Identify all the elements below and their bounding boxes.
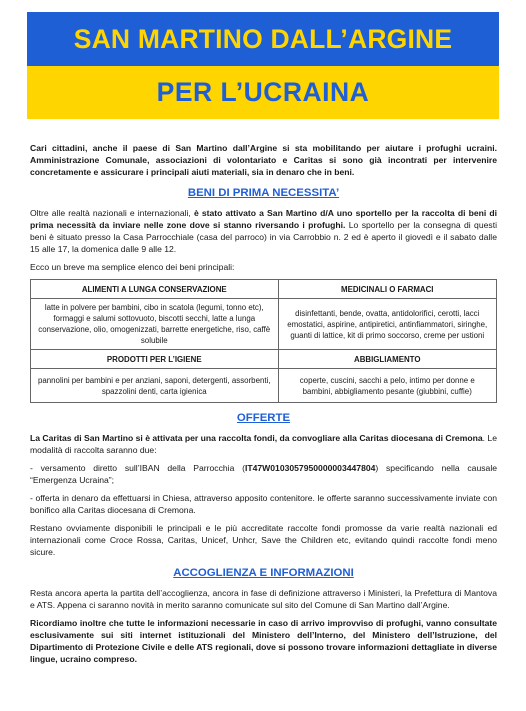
offerte-p2-part-a: - versamento diretto sull’IBAN della Parrocchia ( (30, 463, 245, 473)
iban-value: IT47W0103057950000003447804 (244, 463, 376, 473)
table-header-alimenti: ALIMENTI A LUNGA CONSERVAZIONE (31, 280, 279, 299)
beni-paragraph-2: Ecco un breve ma semplice elenco dei beni principali: (30, 262, 235, 272)
banner-bottom-stripe (27, 66, 499, 119)
accoglienza-paragraph-2: Ricordiamo inoltre che tutte le informazioni necessarie in caso di arrivo improvviso di profughi, vanno consultate esclusivamente sui siti internet istituzionali del Ministero dell’Interno, del Ministero dell’Istruzione, del Dipartimento di Protezione Civile e delle ATS regionali, dove si possono trovare informazioni dettagliate in diverse lingue, ucraino compreso. (30, 618, 497, 664)
offerte-paragraph-2 (30, 462, 497, 486)
table-cell-medicinali: disinfettanti, bende, ovatta, antidolorifici, cerotti, lacci emostatici, aspirine, antipiretici, antinfiammatori, siringhe, guanti di lattice, kit di primo soccorso, creme per ustioni (278, 299, 497, 350)
offerte-paragraph-3: - offerta in denaro da effettuarsi in Chiesa, attraverso apposito contenitore. le offerte saranno successivamente inviate con bonifico alla Caritas diocesana di Cremona. (30, 493, 497, 515)
offerte-paragraph-4: Restano ovviamente disponibili le principali e le più accreditate raccolte fondi promosse da varie realtà nazionali ed internazionali come Croce Rossa, Caritas, Unicef, Unhcr, Save the Children etc, evitando quindi raccolte fondi meno sicure. (30, 523, 497, 557)
offerte-paragraph-1 (30, 432, 497, 456)
heading-beni: BENI DI PRIMA NECESSITA’ (187, 187, 340, 199)
table-header-abbigliamento: ABBIGLIAMENTO (278, 350, 497, 369)
offerte-p1-part-b: . Le modalità di raccolta saranno due: (30, 433, 497, 455)
document-body (30, 142, 497, 671)
intro-paragraph: Cari cittadini, anche il paese di San Martino dall’Argine si sta mobilitando per aiutare i profughi ucraini. Amministrazione Comunale, associazioni di volontariato e Caritas si sono già incontrati per intervenire concretamente e assicurare i principali aiuti materiali, sia in denaro che in beni. (30, 143, 497, 177)
beni-p1-part-a: Oltre alle realtà nazionali e internazionali, (30, 208, 191, 218)
beni-p1-part-c: Lo sportello per la consegna di questi beni è situato presso la Casa Parrocchiale (casa del parroco) in via Carrobbio n. 2 ed è aperto il giovedì e il sabato dalle 15 alle 17, la domenica dalle 9 alle 12. (30, 220, 497, 254)
table-cell-abbigliamento: coperte, cuscini, sacchi a pelo, intimo per donne e bambini, abbigliamento pesante (giubbini, cuffie) (278, 369, 497, 403)
table-cell-alimenti: latte in polvere per bambini, cibo in scatola (legumi, tonno etc), formaggi e salumi sottovuoto, biscotti secchi, latte a lunga conservazione, olio, omogenizzati, barrette energetiche, riso, caffè solubile (31, 299, 279, 350)
offerte-p1-part-a: La Caritas di San Martino si è attivata per una raccolta fondi, da convogliare alla Caritas diocesana di Cremona (30, 433, 483, 443)
banner-top-stripe (27, 12, 499, 66)
accoglienza-paragraph-1: Resta ancora aperta la partita dell’accoglienza, ancora in fase di definizione attraverso i Ministeri, la Prefettura di Mantova e ATS. Appena ci saranno novità in merito saranno comunicate sul sito del Comune di San Martino dall’Argine. (30, 588, 497, 610)
heading-offerte: OFFERTE (236, 412, 291, 424)
table-cell-igiene: pannolini per bambini e per anziani, saponi, detergenti, assorbenti, spazzolini denti, carta igienica (31, 369, 279, 403)
goods-table (30, 279, 497, 403)
table-header-igiene: PRODOTTI PER L’IGIENE (31, 350, 279, 369)
banner-title-line1: SAN MARTINO DALL’ARGINE (73, 23, 453, 54)
offerte-p2-part-b: ) specificando nella causale “Emergenza Ucraina”; (30, 463, 498, 485)
beni-paragraph-1 (30, 207, 497, 255)
heading-accoglienza: ACCOGLIENZA E INFORMAZIONI (173, 567, 354, 579)
title-banner (27, 12, 499, 119)
banner-title-line2: PER L’UCRAINA (156, 77, 370, 107)
table-header-medicinali: MEDICINALI O FARMACI (278, 280, 497, 299)
beni-p1-part-b: è stato attivato a San Martino d/A uno sportello per la raccolta di beni di prima necessità da inviare nelle zone dove si stanno riversando i profughi. (30, 208, 498, 230)
